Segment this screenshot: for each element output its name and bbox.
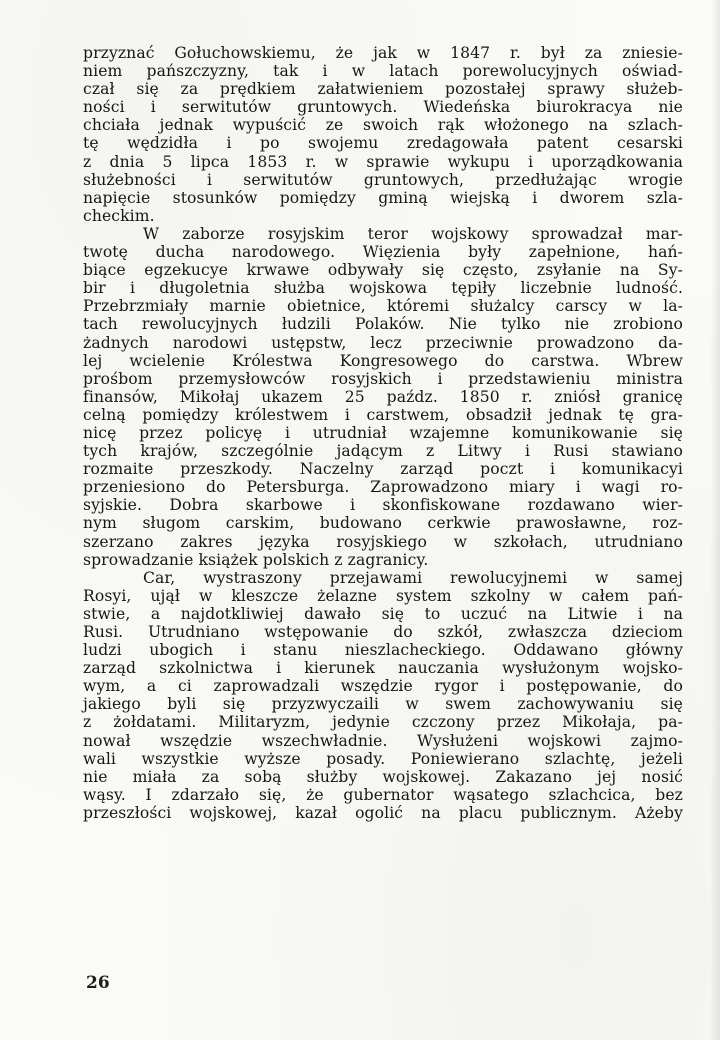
text-line: checkim. — [83, 206, 155, 225]
text-line: nym sługom carskim, budowano cerkwie prawosławne, roz- — [83, 514, 683, 533]
text-line: z żołdatami. Militaryzm, jedynie czczony przez Mikołaja, pa- — [83, 713, 683, 732]
text-line: finansów, Mikołaj ukazem 25 paźdz. 1850 r. zniósł granicę — [83, 387, 683, 406]
text-line: jakiego byli się przyzwyczaili w swem zachowywaniu się — [83, 695, 683, 714]
text-line: ności i serwitutów gruntowych. Wiedeńska biurokracya nie — [83, 98, 683, 117]
text-line: biące egzekucye krwawe odbywały się często, zsyłanie na Sy- — [83, 261, 683, 280]
text-line: tę wędzidła i po swojemu zredagowała patent cesarski — [83, 134, 683, 153]
text-line: prośbom przemysłowców rosyjskich i przedstawieniu ministra — [83, 369, 683, 388]
page-number: 26 — [86, 973, 110, 993]
text-line: wąsy. I zdarzało się, że gubernator wąsatego szlachcica, bez — [83, 785, 683, 804]
page-edge-shadow — [710, 0, 720, 1040]
text-line: niem pańszczyzny, tak i w latach porewolucyjnych oświad- — [83, 62, 683, 81]
text-line: nicę przez policyę i utrudniał wzajemne komunikowanie się — [83, 423, 683, 442]
text-line: zarząd szkolnictwa i kierunek nauczania wysłużonym wojsko- — [83, 659, 683, 678]
text-line: z dnia 5 lipca 1853 r. w sprawie wykupu i uporządkowania — [83, 152, 683, 171]
text-line: syjskie. Dobra skarbowe i skonfiskowane rozdawano wier- — [83, 496, 683, 515]
text-line: nował wszędzie wszechwładnie. Wysłużeni wojskowi zajmo- — [83, 731, 683, 750]
text-line: celną pomiędzy królestwem i carstwem, obsadził jednak tę gra- — [83, 405, 683, 424]
text-line: Przebrzmiały marnie obietnice, któremi służalcy carscy w la- — [83, 297, 683, 316]
text-line: napięcie stosunków pomiędzy gminą wiejską i dworem szla- — [83, 188, 683, 207]
text-line: Car, wystraszony przejawami rewolucyjnemi w samej — [143, 568, 683, 587]
text-line: ludzi ubogich i stanu nieszlacheckiego. Oddawano główny — [83, 641, 683, 660]
text-line: Rosyi, ujął w kleszcze żelazne system szkolny w całem pań- — [83, 586, 683, 605]
text-line: służebności i serwitutów gruntowych, przedłużając wrogie — [83, 170, 683, 189]
text-line: twotę ducha narodowego. Więzienia były zapełnione, hań- — [83, 243, 683, 262]
text-line: czał się za prędkiem załatwieniem pozostałej sprawy służeb- — [83, 80, 683, 99]
text-line: W zaborze rosyjskim teror wojskowy sprowadzał mar- — [143, 224, 683, 243]
text-line: stwie, a najdotkliwiej dawało się to uczuć na Litwie i na — [83, 604, 683, 623]
text-line: przeniesiono do Petersburga. Zaprowadzono miary i wagi ro- — [83, 478, 683, 497]
text-line: tych krajów, szczególnie jadącym z Litwy i Rusi stawiano — [83, 442, 683, 461]
text-line: rozmaite przeszkody. Naczelny zarząd poczt i komunikacyi — [83, 460, 683, 479]
text-line: szerzano zakres języka rosyjskiego w szkołach, utrudniano — [83, 532, 683, 551]
text-line: lej wcielenie Królestwa Kongresowego do carstwa. Wbrew — [83, 351, 683, 370]
text-line: Rusi. Utrudniano wstępowanie do szkół, zwłaszcza dzieciom — [83, 623, 683, 641]
text-line: bir i długoletnia służba wojskowa tępiły liczebnie ludność. — [83, 279, 683, 298]
text-line: przyznać Gołuchowskiemu, że jak w 1847 r. był za zniesie- — [83, 44, 683, 62]
text-line: przeszłości wojskowej, kazał ogolić na placu publicznym. Ażeby — [83, 803, 683, 822]
text-line: nie miała za sobą służby wojskowej. Zakazano jej nosić — [83, 767, 683, 786]
text-line: sprowadzanie książek polskich z zagranicy. — [83, 550, 429, 569]
text-line: żadnych narodowi ustępstw, lecz przeciwnie prowadzono da- — [83, 333, 683, 352]
text-line: wali wszystkie wyższe posady. Poniewierano szlachtę, jeżeli — [83, 749, 683, 768]
text-line: wym, a ci zaprowadzali wszędzie rygor i postępowanie, do — [83, 677, 683, 696]
body-text — [83, 44, 683, 822]
text-line: tach rewolucyjnych łudzili Polaków. Nie tylko nie zrobiono — [83, 315, 683, 334]
text-line: chciała jednak wypuścić ze swoich rąk włożonego na szlach- — [83, 116, 683, 135]
